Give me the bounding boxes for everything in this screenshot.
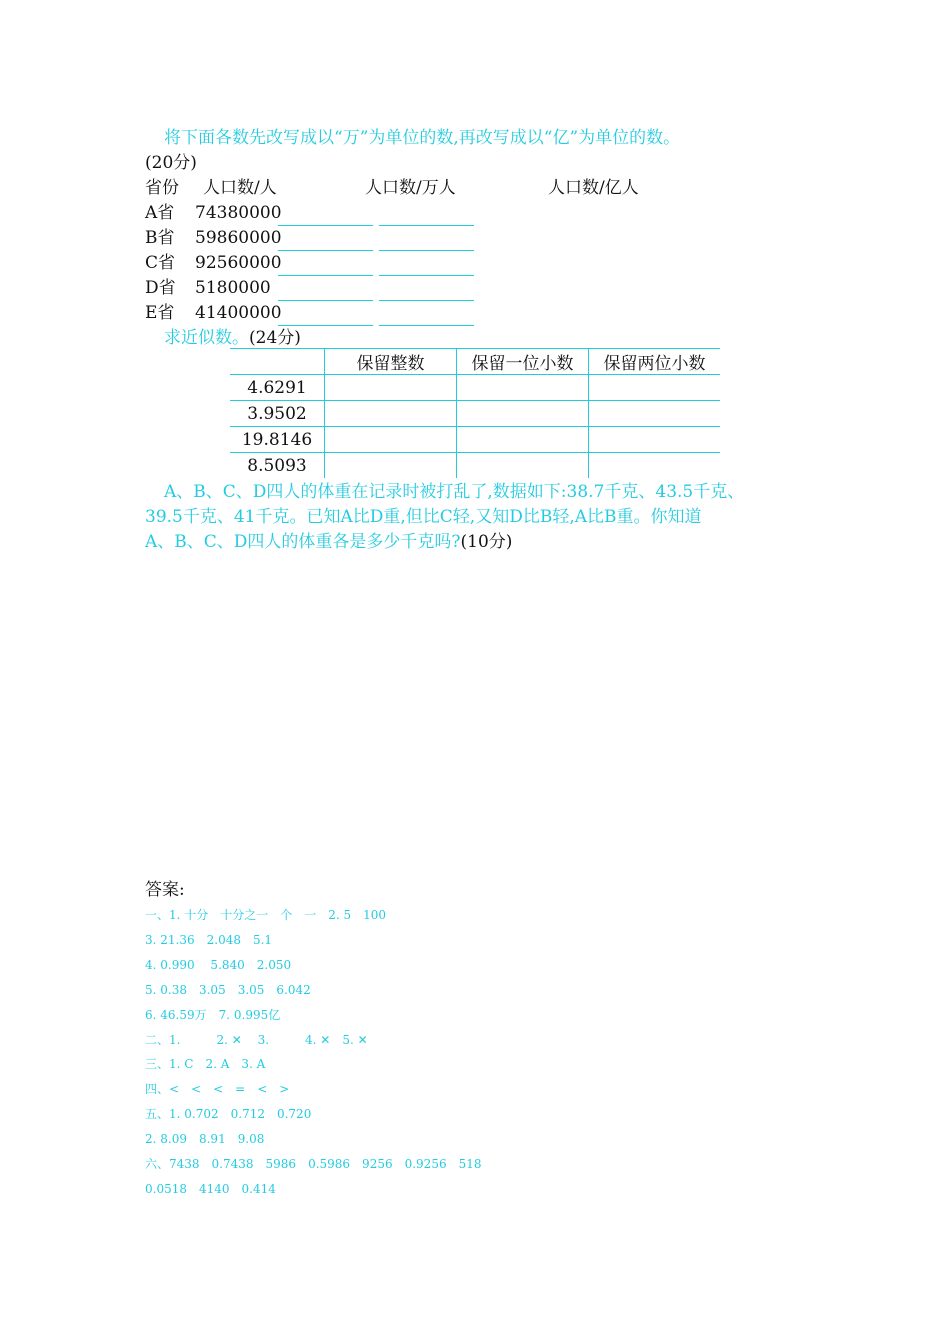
answer-cell[interactable] xyxy=(457,401,589,427)
q3-line-3 xyxy=(145,530,512,555)
header-cell-two-decimal: 保留两位小数 xyxy=(589,349,721,375)
number-cell: 4.6291 xyxy=(230,375,325,401)
population-value: 5180000 xyxy=(195,278,271,298)
q2-score: (24分) xyxy=(249,328,301,348)
q1-score: (20分) xyxy=(145,153,197,173)
answer-blank-wan[interactable] xyxy=(278,282,373,301)
answer-blank-wan[interactable] xyxy=(278,257,373,276)
population-value: 59860000 xyxy=(195,228,282,248)
answer-blank-yi[interactable] xyxy=(379,282,474,301)
answer-line: 三、1. C 2. A 3. A xyxy=(145,1057,266,1072)
q1-row xyxy=(145,226,480,251)
number-cell: 19.8146 xyxy=(230,427,325,453)
q1-row xyxy=(145,251,480,276)
province-label: E省 xyxy=(145,303,175,323)
approximation-table xyxy=(230,348,720,478)
answer-cell[interactable] xyxy=(589,401,721,427)
answer-blank-yi[interactable] xyxy=(379,257,474,276)
q1-header-province: 省份 xyxy=(145,178,179,198)
answer-line: 一、1. 十分 十分之一 个 一 2. 5 100 xyxy=(145,908,387,922)
number-cell: 3.9502 xyxy=(230,401,325,427)
answer-line: 四、< < < = < > xyxy=(145,1082,290,1097)
answer-cell[interactable] xyxy=(325,427,457,453)
q2-title: 求近似数。 xyxy=(164,328,249,348)
table-row xyxy=(230,401,720,427)
answer-blank-wan[interactable] xyxy=(278,232,373,251)
header-cell-integer: 保留整数 xyxy=(325,349,457,375)
province-label: C省 xyxy=(145,253,176,273)
q1-row xyxy=(145,201,480,226)
answer-line: 2. 8.09 8.91 9.08 xyxy=(145,1132,265,1147)
answer-cell[interactable] xyxy=(457,427,589,453)
answer-line: 二、1. 2. ✕ 3. 4. ✕ 5. ✕ xyxy=(145,1032,368,1047)
answer-cell[interactable] xyxy=(325,453,457,479)
answer-line: 3. 21.36 2.048 5.1 xyxy=(145,932,273,947)
answer-cell[interactable] xyxy=(589,427,721,453)
answer-line: 6. 46.59万 7. 0.995亿 xyxy=(145,1007,281,1022)
province-label: D省 xyxy=(145,278,176,298)
province-label: A省 xyxy=(145,203,175,223)
answer-line: 5. 0.38 3.05 3.05 6.042 xyxy=(145,982,311,997)
answers-label: 答案: xyxy=(145,880,185,900)
table-row xyxy=(230,375,720,401)
answer-cell[interactable] xyxy=(325,375,457,401)
q1-row xyxy=(145,301,480,326)
population-value: 41400000 xyxy=(195,303,282,323)
answer-line: 4. 0.990 5.840 2.050 xyxy=(145,957,292,972)
answer-cell[interactable] xyxy=(589,375,721,401)
answer-blank-wan[interactable] xyxy=(278,207,373,226)
number-cell: 8.5093 xyxy=(230,453,325,479)
answer-cell[interactable] xyxy=(589,453,721,479)
population-value: 74380000 xyxy=(195,203,282,223)
q1-header-population: 人口数/人 xyxy=(203,178,277,198)
population-value: 92560000 xyxy=(195,253,282,273)
header-cell-empty xyxy=(230,349,325,375)
answer-blank-yi[interactable] xyxy=(379,307,474,326)
q3-question: A、B、C、D四人的体重各是多少千克吗? xyxy=(145,532,461,552)
table-header-row xyxy=(230,349,720,375)
answer-cell[interactable] xyxy=(325,401,457,427)
answer-line: 六、7438 0.7438 5986 0.5986 9256 0.9256 518 xyxy=(145,1157,482,1172)
table-row xyxy=(230,427,720,453)
answers-list xyxy=(145,903,482,1202)
answer-blank-yi[interactable] xyxy=(379,207,474,226)
province-label: B省 xyxy=(145,228,175,248)
answer-blank-wan[interactable] xyxy=(278,307,373,326)
q1-row xyxy=(145,276,480,301)
table-row xyxy=(230,453,720,479)
q1-title: 将下面各数先改写成以“万”为单位的数,再改写成以“亿”为单位的数。 xyxy=(164,128,681,148)
q3-score: (10分) xyxy=(460,532,513,552)
answer-line: 0.0518 4140 0.414 xyxy=(145,1181,276,1196)
answer-cell[interactable] xyxy=(457,453,589,479)
q3-line-1: A、B、C、D四人的体重在记录时被打乱了,数据如下:38.7千克、43.5千克、 xyxy=(164,482,745,502)
q1-header-yi: 人口数/亿人 xyxy=(548,178,639,198)
q1-header-wan: 人口数/万人 xyxy=(365,178,456,198)
answer-line: 五、1. 0.702 0.712 0.720 xyxy=(145,1107,312,1122)
header-cell-one-decimal: 保留一位小数 xyxy=(457,349,589,375)
answer-blank-yi[interactable] xyxy=(379,232,474,251)
answer-cell[interactable] xyxy=(457,375,589,401)
q3-line-2: 39.5千克、41千克。已知A比D重,但比C轻,又知D比B轻,A比B重。你知道 xyxy=(145,507,702,527)
